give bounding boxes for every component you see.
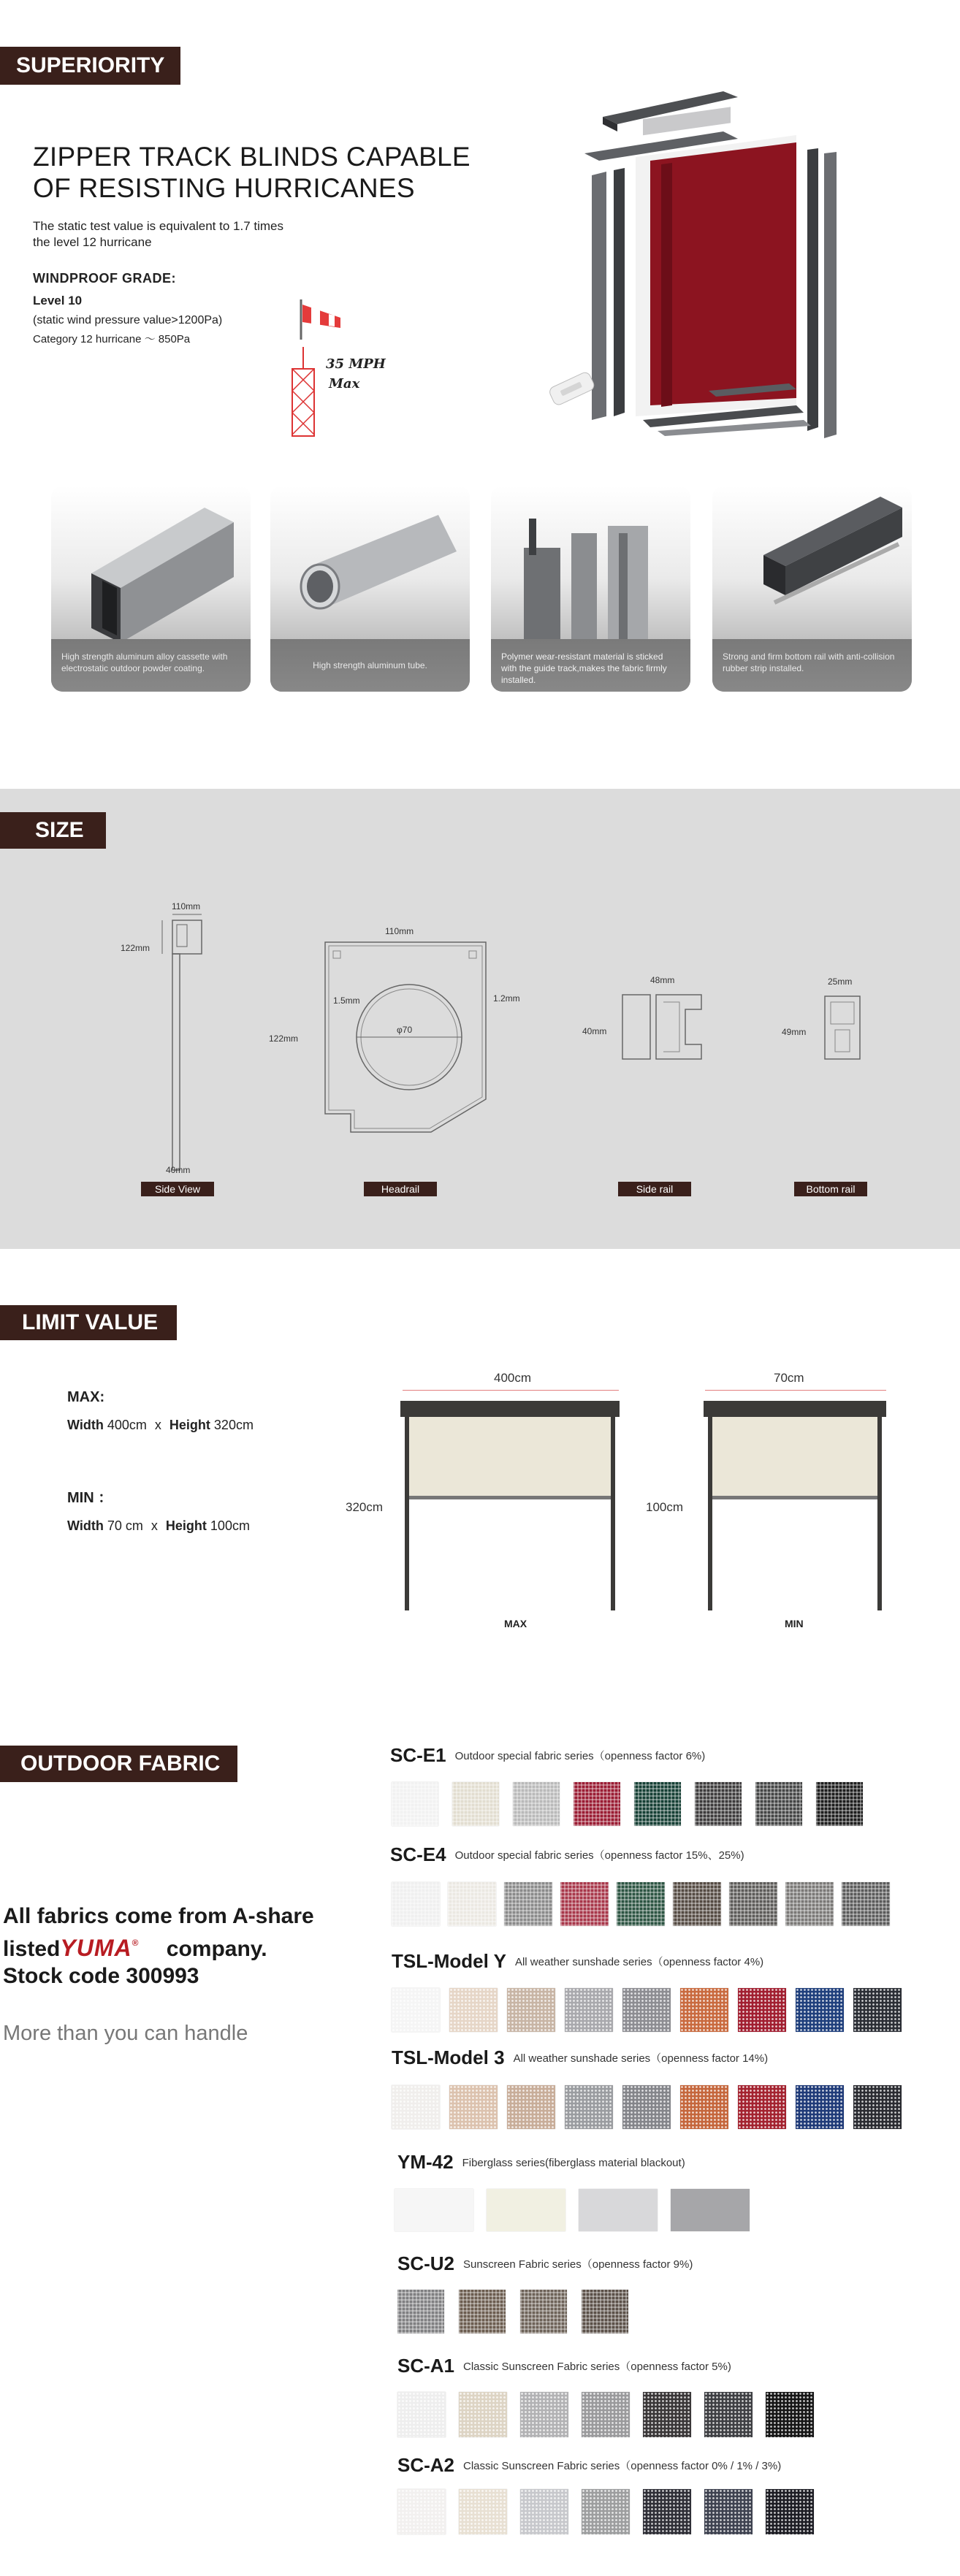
page-title-line2: OF RESISTING HURRICANES — [33, 173, 415, 203]
fabric-swatch — [520, 2489, 568, 2534]
fabric-swatch — [487, 2189, 565, 2231]
series-title-sc-e4 — [390, 1843, 744, 1866]
claim-line1: All fabrics come from A-share — [3, 1904, 314, 1928]
fabric-swatch — [507, 1988, 555, 2032]
max-height-value: 320cm — [213, 1418, 254, 1432]
min-heading: MIN ： — [67, 1490, 113, 1506]
fabric-swatch — [643, 2392, 691, 2437]
max-frame-height: 320cm — [346, 1500, 384, 1514]
claim-line2: listedYUMA® company. — [3, 1935, 267, 1961]
min-dimensions — [67, 1518, 254, 1534]
outdoor-fabric-tag: OUTDOOR FABRIC — [0, 1746, 237, 1782]
series-description: Fiberglass series(fiberglass material blackout) — [462, 2157, 685, 2169]
series-title-tsl-model-3 — [392, 2046, 768, 2069]
fabric-swatch — [634, 1782, 681, 1826]
series-name: SC-A1 — [397, 2355, 455, 2377]
limit-value-tag: LIMIT VALUE — [0, 1305, 177, 1340]
fabric-swatch — [579, 2189, 658, 2231]
min-width-value: 70 cm — [107, 1518, 143, 1533]
side-view-height: 122mm — [121, 943, 151, 953]
fabric-swatch — [755, 1782, 802, 1826]
fabric-swatch — [395, 2189, 473, 2231]
max-frame-dimline — [403, 1390, 619, 1391]
side-rail-label: Side rail — [618, 1182, 691, 1196]
fabric-swatch — [392, 1882, 440, 1926]
fabric-swatch — [704, 2392, 753, 2437]
fabric-swatch — [842, 1882, 890, 1926]
fabric-swatch — [680, 1988, 728, 2032]
fabric-swatch — [622, 1988, 671, 2032]
headrail-thickness-left: 1.5mm — [333, 995, 360, 1006]
feature-caption: High strength aluminum tube. — [270, 639, 470, 692]
fabric-swatch — [459, 2392, 507, 2437]
series-name: TSL-Model Y — [392, 1950, 506, 1972]
max-width-value: 400cm — [107, 1418, 147, 1432]
fabric-swatch — [671, 2189, 750, 2231]
fabric-swatch — [617, 1882, 665, 1926]
headrail-thickness-right: 1.2mm — [493, 993, 520, 1004]
series-title-sc-a2 — [397, 2454, 781, 2477]
fabric-swatch — [673, 1882, 721, 1926]
fabric-swatch — [785, 1882, 834, 1926]
fabric-swatch — [582, 2290, 628, 2334]
feature-caption: High strength aluminum alloy cassette with electrostatic outdoor powder coating. — [51, 639, 251, 692]
feature-card-tube — [270, 486, 470, 692]
size-tag: SIZE — [0, 812, 106, 849]
min-height-label: Height — [165, 1518, 207, 1533]
fabric-swatch — [853, 2085, 902, 2129]
min-frame-label: MIN — [785, 1618, 804, 1629]
series-name: SC-A2 — [397, 2454, 455, 2476]
fabric-swatch — [622, 2085, 671, 2129]
feature-card-guide-track — [491, 486, 690, 692]
side-view-drawing — [110, 898, 226, 1176]
limit-text — [67, 1389, 254, 1534]
fabric-swatch — [452, 1782, 499, 1826]
fabric-swatch — [449, 2085, 498, 2129]
yuma-logo: YUMA — [60, 1935, 132, 1961]
static-line2: the level 12 hurricane — [33, 235, 152, 249]
max-dimensions — [67, 1418, 254, 1433]
fabric-swatch — [520, 2392, 568, 2437]
level-text: Level 10 — [33, 294, 83, 307]
fabric-swatch — [766, 2392, 814, 2437]
guide-track-icon — [491, 486, 690, 639]
series-description: Sunscreen Fabric series（openness factor 9%) — [463, 2258, 693, 2271]
min-times: x — [151, 1518, 158, 1533]
fabric-swatch — [513, 1782, 560, 1826]
side-view-width: 110mm — [172, 901, 201, 911]
superiority-text — [33, 141, 486, 346]
fabric-swatch — [816, 1782, 863, 1826]
page-title-line1: ZIPPER TRACK BLINDS CAPABLE — [33, 142, 471, 172]
fabric-swatch — [449, 1988, 498, 2032]
bottom-rail-label: Bottom rail — [794, 1182, 867, 1196]
headrail-label: Headrail — [364, 1182, 437, 1196]
fabric-swatch — [582, 2489, 630, 2534]
series-description: All weather sunshade series（openness factor 14%) — [513, 2052, 769, 2065]
fabric-swatch — [680, 2085, 728, 2129]
bottom-rail-drawing — [822, 995, 866, 1068]
feature-card-bottom-rail — [712, 486, 912, 692]
wind-max-label: Max — [329, 376, 360, 391]
wind-speed-label: 35 MPH — [326, 356, 386, 372]
fabric-swatch — [643, 2489, 691, 2534]
series-description: Outdoor special fabric series（openness factor 15%、25%) — [454, 1849, 744, 1862]
fabric-swatch — [504, 1882, 552, 1926]
bottom-rail-height: 49mm — [782, 1027, 807, 1037]
category-text: Category 12 hurricane ～ 850Pa — [33, 333, 191, 345]
fabric-swatch — [392, 1782, 438, 1826]
fabric-swatch — [796, 2085, 844, 2129]
series-title-ym-42 — [397, 2151, 685, 2174]
static-line1: The static test value is equivalent to 1.7 times — [33, 219, 284, 233]
max-times: x — [154, 1418, 161, 1432]
series-title-sc-a1 — [397, 2355, 731, 2377]
series-description: Outdoor special fabric series（openness factor 6%) — [454, 1750, 706, 1762]
fabric-swatch — [397, 2489, 446, 2534]
superiority-tag: SUPERIORITY — [0, 47, 180, 85]
series-description: Classic Sunscreen Fabric series（openness factor 0% / 1% / 3%) — [463, 2460, 782, 2472]
claim-line3: Stock code 300993 — [3, 1964, 199, 1988]
fabric-swatch — [507, 2085, 555, 2129]
min-frame-width: 70cm — [774, 1371, 804, 1385]
series-name: TSL-Model 3 — [392, 2046, 505, 2068]
max-width-label: Width — [67, 1418, 104, 1432]
claim-company: company. — [166, 1937, 267, 1961]
fabric-swatch — [796, 1988, 844, 2032]
fabric-swatch — [695, 1782, 742, 1826]
fabric-swatch — [574, 1782, 620, 1826]
static-value-text — [33, 218, 486, 251]
fabric-swatch — [853, 1988, 902, 2032]
series-description: All weather sunshade series（openness factor 4%) — [514, 1956, 764, 1968]
headrail-width: 110mm — [385, 926, 414, 936]
cassette-profile-icon — [51, 486, 251, 639]
max-frame-width: 400cm — [494, 1371, 532, 1385]
max-frame-label: MAX — [504, 1618, 527, 1629]
max-heading: MAX: — [67, 1389, 105, 1405]
aluminum-tube-icon — [270, 486, 470, 639]
pressure-text: (static wind pressure value>1200Pa) — [33, 314, 223, 326]
side-view-label: Side View — [141, 1182, 214, 1196]
feature-caption: Polymer wear-resistant material is sticked with the guide track,makes the fabric firmly installed. — [491, 639, 690, 692]
fabric-swatch — [448, 1882, 496, 1926]
series-title-tsl-model-y — [392, 1950, 763, 1973]
fabric-swatch — [520, 2290, 567, 2334]
feature-caption: Strong and firm bottom rail with anti-collision rubber strip installed. — [712, 639, 912, 692]
max-height-label: Height — [169, 1418, 210, 1432]
series-name: SC-E1 — [390, 1744, 446, 1766]
bottom-rail-icon — [712, 486, 912, 639]
fabric-swatch — [392, 2085, 440, 2129]
fabric-swatch — [729, 1882, 777, 1926]
min-frame-height: 100cm — [646, 1500, 684, 1514]
headrail-height: 122mm — [269, 1033, 299, 1044]
side-rail-width: 48mm — [650, 975, 675, 985]
headrail-drawing — [307, 935, 504, 1136]
side-view-bottom: 40mm — [166, 1165, 191, 1175]
windproof-grade-heading: WINDPROOF GRADE: — [33, 271, 176, 286]
headrail-diameter: φ70 — [397, 1025, 413, 1035]
bottom-rail-width: 25mm — [828, 976, 853, 987]
fabric-swatch — [565, 1988, 613, 2032]
fabric-swatch — [766, 2489, 814, 2534]
series-title-sc-e1 — [390, 1744, 705, 1767]
fabric-swatch — [565, 2085, 613, 2129]
series-name: SC-U2 — [397, 2252, 455, 2274]
min-width-label: Width — [67, 1518, 104, 1533]
side-rail-height: 40mm — [582, 1026, 607, 1036]
min-height-value: 100cm — [210, 1518, 250, 1533]
fabric-swatch — [704, 2489, 753, 2534]
fabric-swatch — [397, 2392, 446, 2437]
series-title-sc-u2 — [397, 2252, 693, 2275]
side-rail-drawing — [621, 993, 709, 1066]
min-frame-illustration — [704, 1401, 886, 1610]
series-name: SC-E4 — [390, 1843, 446, 1865]
max-frame-illustration — [400, 1401, 620, 1610]
fabric-tagline: More than you can handle — [3, 2022, 248, 2045]
min-frame-dimline — [705, 1390, 886, 1391]
fabric-swatch — [582, 2392, 630, 2437]
fabric-swatch — [738, 2085, 786, 2129]
fabric-swatch — [459, 2290, 506, 2334]
series-name: YM-42 — [397, 2151, 454, 2173]
fabric-swatch — [560, 1882, 609, 1926]
series-description: Classic Sunscreen Fabric series（openness factor 5%) — [463, 2361, 731, 2373]
feature-card-cassette — [51, 486, 251, 692]
fabric-claim — [3, 1903, 314, 1990]
zipper-blind-exploded-view — [504, 84, 862, 442]
fabric-swatch — [738, 1988, 786, 2032]
fabric-swatch — [392, 1988, 440, 2032]
claim-listed: listed — [3, 1937, 61, 1961]
fabric-swatch — [459, 2489, 507, 2534]
fabric-swatch — [397, 2290, 444, 2334]
